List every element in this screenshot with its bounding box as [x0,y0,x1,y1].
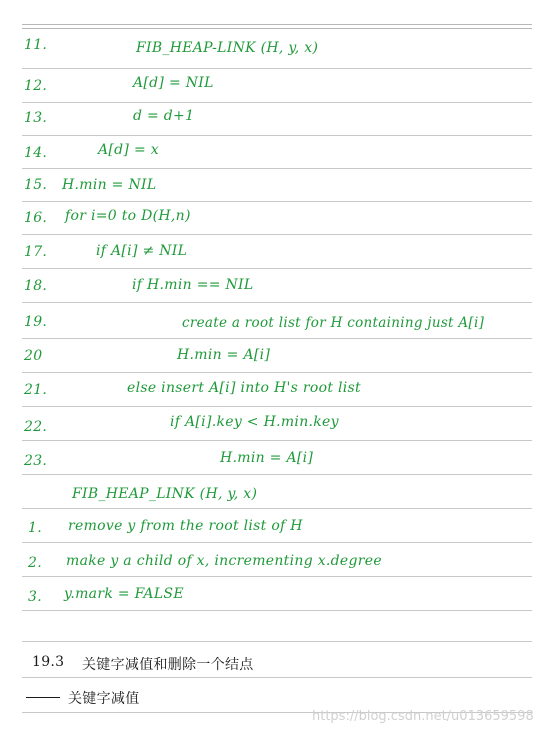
code-line: d = d+1 [133,108,195,124]
top-rule [22,24,532,29]
ruled-line [22,338,532,339]
line-number: 16. [24,210,48,226]
ruled-line [22,641,532,642]
subsection-title: 关键字减值 [68,691,140,707]
line-number: 17. [24,244,48,260]
line-number: 12. [24,78,48,94]
line-number: 18. [24,278,48,294]
code-line: else insert A[i] into H's root list [127,380,361,396]
ruled-line [22,610,532,611]
ruled-line [22,102,532,103]
ruled-line [22,372,532,373]
section-title: 关键字减值和删除一个结点 [82,657,254,673]
subsection-dash [26,697,60,698]
line-number: 14. [24,145,48,161]
line-number: 22. [24,419,48,435]
ruled-line [22,542,532,543]
code-line: A[d] = x [98,142,159,158]
procedure-title: FIB_HEAP_LINK (H, y, x) [72,486,258,502]
line-number: 11. [24,37,48,53]
code-line: H.min = NIL [62,177,157,193]
code-line: remove y from the root list of H [68,518,303,534]
code-line: if H.min == NIL [132,277,254,293]
code-line: for i=0 to D(H,n) [65,208,191,224]
code-line: FIB_HEAP-LINK (H, y, x) [136,40,319,56]
code-line: make y a child of x, incrementing x.degree [66,553,382,569]
ruled-line [22,68,532,69]
code-line: A[d] = NIL [133,75,214,91]
line-number: 23. [24,453,48,469]
ruled-line [22,474,532,475]
ruled-line [22,268,532,269]
line-number: 1. [28,520,42,536]
code-line: if A[i].key < H.min.key [170,414,339,430]
code-line: if A[i] ≠ NIL [96,243,188,259]
code-line: create a root list for H containing just A[i] [182,315,485,331]
line-number: 13. [24,110,48,126]
ruled-line [22,576,532,577]
ruled-line [22,135,532,136]
line-number: 2. [28,555,42,571]
line-number: 20 [24,348,43,364]
line-number: 3. [28,589,42,605]
line-number: 21. [24,382,48,398]
code-line: H.min = A[i] [177,347,271,363]
ruled-line [22,677,532,678]
ruled-line [22,302,532,303]
code-line: H.min = A[i] [220,450,314,466]
ruled-line [22,406,532,407]
ruled-line [22,201,532,202]
section-number: 19.3 [32,654,65,670]
code-line: y.mark = FALSE [64,586,184,602]
ruled-line [22,168,532,169]
ruled-line [22,508,532,509]
ruled-line [22,234,532,235]
line-number: 19. [24,314,48,330]
ruled-line [22,440,532,441]
line-number: 15. [24,177,48,193]
watermark-url: https://blog.csdn.net/u013659598 [312,709,534,724]
